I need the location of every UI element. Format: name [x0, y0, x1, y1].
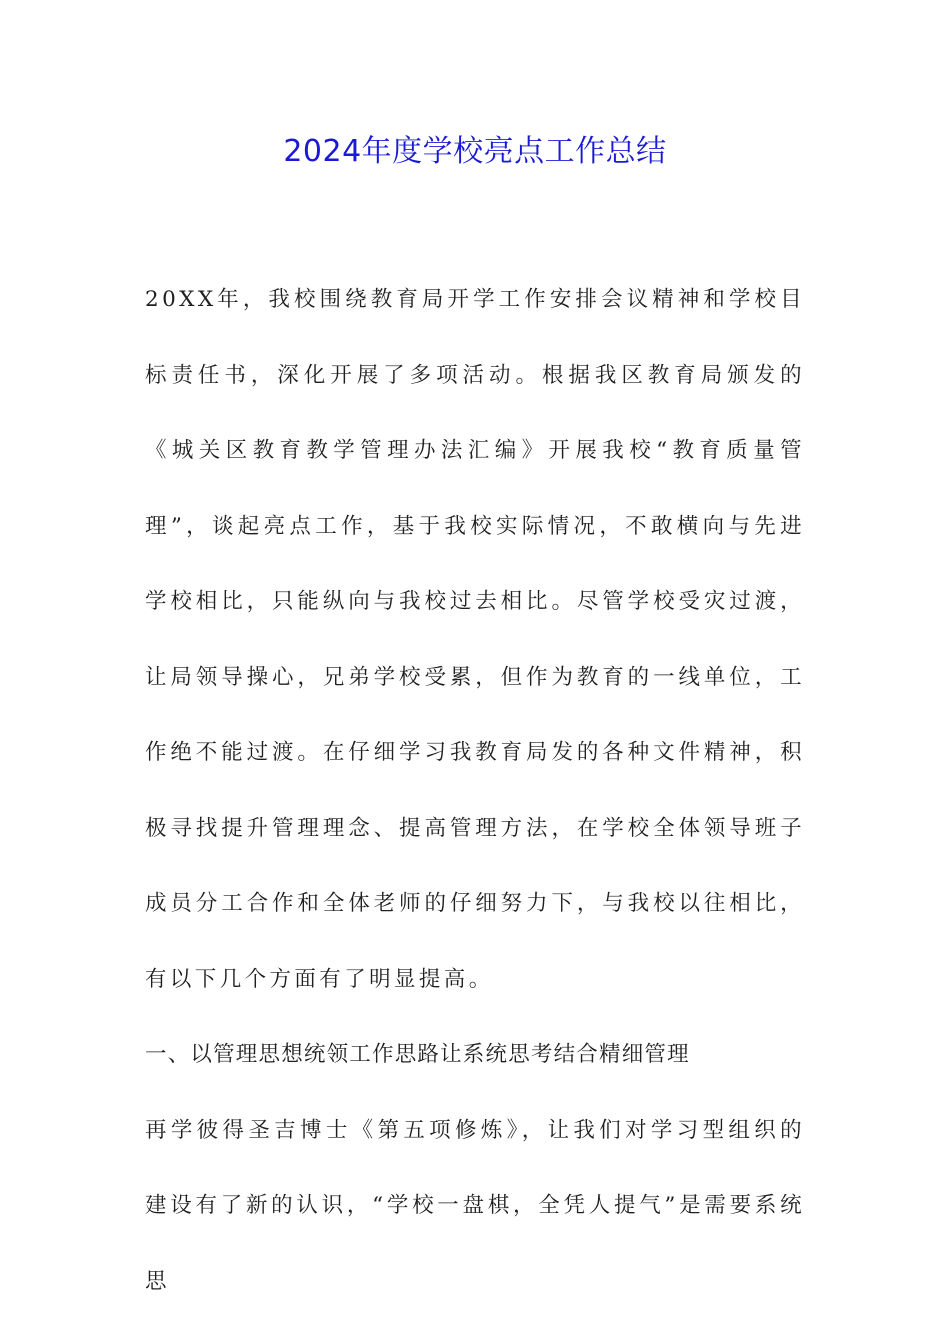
section-1-paragraph: 再学彼得圣吉博士《第五项修炼》，让我们对学习型组织的建设有了新的认识，“学校一盘棋，全凭人提气”是需要系统思	[145, 1117, 805, 1294]
document-title: 2024年度学校亮点工作总结	[283, 134, 667, 169]
section-heading-1: 一、以管理思想统领工作思路让系统思考结合精细管理	[145, 1042, 690, 1067]
document-body	[145, 262, 805, 1319]
intro-paragraph: 20XX年，我校围绕教育局开学工作安排会议精神和学校目标责任书，深化开展了多项活动。根据我区教育局颁发的《城关区教育教学管理办法汇编》开展我校“教育质量管理”，谈起亮点工作，基于我校实际情况，不敢横向与先进学校相比，只能纵向与我校过去相比。尽管学校受灾过渡，让局领导操心，兄弟学校受累，但作为教育的一线单位，工作绝不能过渡。在仔细学习我教育局发的各种文件精神，积极寻找提升管理理念、提高管理方法，在学校全体领导班子成员分工合作和全体老师的仔细努力下，与我校以往相比，有以下几个方面有了明显提高。	[145, 287, 805, 992]
